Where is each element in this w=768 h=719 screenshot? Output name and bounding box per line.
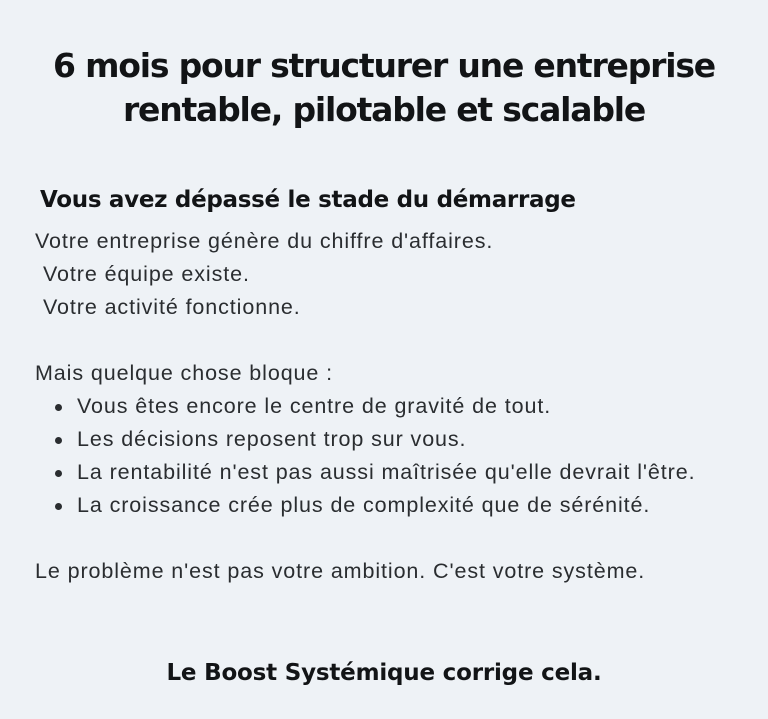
statement-text: Le problème n'est pas votre ambition. C'est votre système.	[35, 559, 646, 583]
intro-line-3: Votre activité fonctionne.	[43, 295, 301, 319]
title-line-2: rentable, pilotable et scalable	[122, 90, 646, 130]
list-item: Vous êtes encore le centre de gravité de tout.	[77, 390, 735, 423]
intro-line-1: Votre entreprise génère du chiffre d'affaires.	[35, 229, 494, 253]
section-heading: Vous avez dépassé le stade du démarrage	[40, 187, 576, 214]
list-item: La croissance crée plus de complexité que de sérénité.	[77, 489, 735, 522]
list-item: La rentabilité n'est pas aussi maîtrisée qu'elle devrait l'être.	[77, 456, 717, 489]
intro-line-2: Votre équipe existe.	[43, 262, 250, 286]
title-line-1: 6 mois pour structurer une entreprise	[53, 46, 715, 86]
lead-text: Mais quelque chose bloque :	[35, 361, 334, 385]
bullet-list	[35, 390, 735, 522]
body-text	[35, 225, 735, 588]
conclusion-text: Le Boost Systémique corrige cela.	[166, 660, 602, 686]
page-title	[0, 44, 768, 132]
list-item: Les décisions reposent trop sur vous.	[77, 423, 735, 456]
